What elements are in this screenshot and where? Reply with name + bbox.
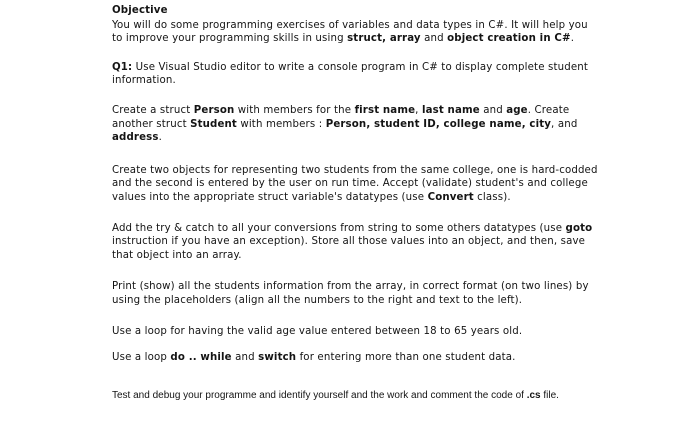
test-paragraph — [112, 389, 598, 402]
document-page — [112, 4, 598, 402]
bold-run: Person, student ID, college name, city — [325, 118, 552, 130]
bold-run: Convert — [427, 191, 474, 203]
objective-paragraph — [112, 19, 598, 46]
text-run: . — [158, 132, 162, 144]
text-run: with members : — [236, 118, 326, 130]
text-run: , — [415, 104, 422, 116]
question-label: Q1: — [112, 61, 133, 73]
bold-run: Student — [190, 118, 237, 130]
bold-run: Person — [193, 104, 235, 116]
print-paragraph: Print (show) all the students information from the array, in correct format (on two lines) by using the placeholders (align all the numbers to the right and text to the left). — [112, 281, 589, 306]
objects-paragraph — [112, 164, 598, 205]
text-run: Test and debug your programme and identify yourself and the work and comment the code of — [112, 389, 527, 401]
bold-run: goto — [565, 222, 593, 234]
bold-run: switch — [258, 352, 297, 364]
data-loop-paragraph — [112, 351, 598, 365]
text-run: . — [570, 33, 575, 45]
text-run: Add the try & catch to all your conversions from string to some others datatypes (use — [112, 222, 566, 234]
bold-run: object creation in C# — [447, 33, 571, 45]
bold-run: do .. while — [170, 352, 232, 364]
text-run: for entering more than one student data. — [296, 352, 516, 364]
text-run: instruction if you have an exception). Store all those values into an object, and then, save that object into an array. — [112, 236, 586, 261]
text-run: and — [231, 352, 259, 364]
text-run: file. — [540, 389, 559, 401]
age-loop-paragraph: Use a loop for having the valid age value entered between 18 to 65 years old. — [112, 325, 523, 337]
bold-run: age — [506, 104, 528, 116]
text-run: Use Visual Studio editor to write a console program in C# to display complete student information. — [112, 61, 588, 87]
text-run: with members for the — [234, 104, 355, 116]
bold-run: first name — [354, 104, 416, 116]
text-run: Use a loop — [112, 352, 171, 364]
bold-run: last name — [421, 104, 480, 116]
bold-run: address — [112, 132, 159, 144]
question-1-paragraph — [112, 61, 598, 88]
text-run: You will do some programming exercises of variables and data types in C#. It will help you to improve your programming skills in using — [112, 19, 588, 45]
text-run: class). — [473, 191, 511, 203]
text-run: and — [420, 33, 448, 45]
page-title: Objective — [112, 5, 168, 16]
text-run: Create two objects for representing two students from the same college, one is hard-codded and the second is entered by the user on run time. Accept (validate) student's and college values into the appropriate struct variable's datatypes (use — [112, 164, 598, 203]
bold-run: .cs — [526, 389, 541, 401]
text-run: and — [479, 104, 507, 116]
try-catch-paragraph — [112, 222, 598, 263]
text-run: Create a struct — [112, 104, 194, 116]
struct-paragraph — [112, 104, 598, 145]
bold-run: struct, array — [347, 33, 421, 45]
text-run: . Create another struct — [112, 104, 570, 130]
text-run: , and — [551, 118, 578, 130]
